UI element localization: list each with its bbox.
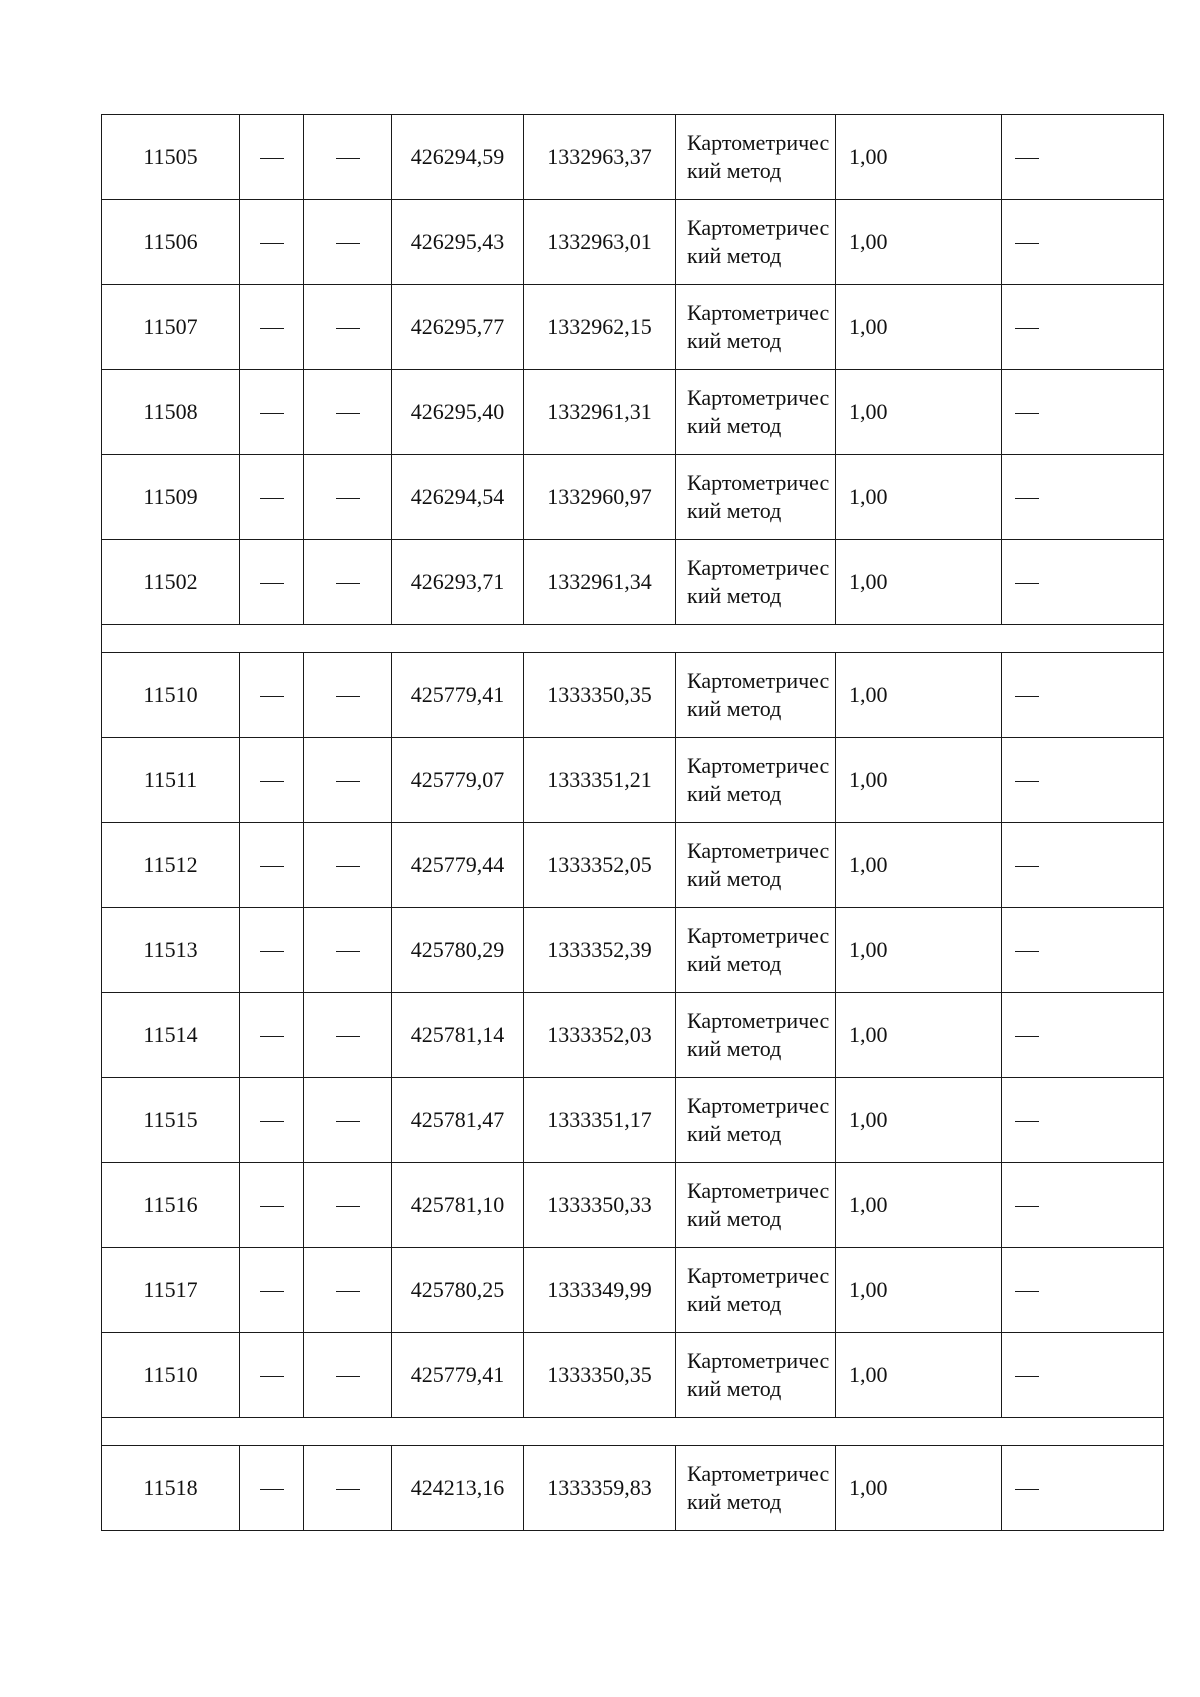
dash-mark <box>336 1036 360 1037</box>
dash-mark <box>336 866 360 867</box>
table-row <box>102 908 1164 993</box>
dash-cell <box>304 993 392 1078</box>
x-coordinate-cell: 425779,41 <box>392 653 524 738</box>
dash-mark <box>336 1376 360 1377</box>
dash-mark <box>336 328 360 329</box>
dash-mark <box>260 1291 284 1292</box>
note-dash-cell <box>1002 1446 1164 1531</box>
dash-cell <box>304 908 392 993</box>
method-cell: Картометрический метод <box>676 455 836 540</box>
point-number-cell: 11510 <box>102 653 240 738</box>
method-cell: Картометрический метод <box>676 1446 836 1531</box>
dash-cell <box>304 1333 392 1418</box>
dash-cell <box>240 1248 304 1333</box>
accuracy-cell: 1,00 <box>836 653 1002 738</box>
method-cell: Картометрический метод <box>676 1078 836 1163</box>
point-number-cell: 11515 <box>102 1078 240 1163</box>
point-number-cell: 11510 <box>102 1333 240 1418</box>
x-coordinate-cell: 426293,71 <box>392 540 524 625</box>
section-separator-cell <box>102 625 1164 653</box>
dash-mark <box>1015 951 1039 952</box>
dash-cell <box>304 370 392 455</box>
dash-mark <box>260 583 284 584</box>
table-row <box>102 115 1164 200</box>
dash-mark <box>1015 696 1039 697</box>
note-dash-cell <box>1002 115 1164 200</box>
method-cell: Картометрический метод <box>676 823 836 908</box>
note-dash-cell <box>1002 1333 1164 1418</box>
y-coordinate-cell: 1333351,17 <box>524 1078 676 1163</box>
dash-cell <box>240 200 304 285</box>
dash-mark <box>1015 781 1039 782</box>
dash-cell <box>240 993 304 1078</box>
accuracy-cell: 1,00 <box>836 115 1002 200</box>
accuracy-cell: 1,00 <box>836 370 1002 455</box>
y-coordinate-cell: 1333349,99 <box>524 1248 676 1333</box>
dash-mark <box>1015 1121 1039 1122</box>
accuracy-cell: 1,00 <box>836 823 1002 908</box>
dash-mark <box>260 866 284 867</box>
dash-mark <box>1015 866 1039 867</box>
method-cell: Картометрический метод <box>676 1163 836 1248</box>
method-cell: Картометрический метод <box>676 653 836 738</box>
accuracy-cell: 1,00 <box>836 200 1002 285</box>
note-dash-cell <box>1002 1248 1164 1333</box>
dash-mark <box>260 951 284 952</box>
table-row <box>102 540 1164 625</box>
note-dash-cell <box>1002 200 1164 285</box>
dash-mark <box>260 243 284 244</box>
accuracy-cell: 1,00 <box>836 285 1002 370</box>
method-cell: Картометрический метод <box>676 200 836 285</box>
section-separator-row <box>102 1418 1164 1446</box>
method-cell: Картометрический метод <box>676 285 836 370</box>
dash-mark <box>260 1121 284 1122</box>
x-coordinate-cell: 425780,25 <box>392 1248 524 1333</box>
x-coordinate-cell: 425779,07 <box>392 738 524 823</box>
dash-cell <box>240 115 304 200</box>
x-coordinate-cell: 425781,14 <box>392 993 524 1078</box>
x-coordinate-cell: 426294,59 <box>392 115 524 200</box>
table-row <box>102 1163 1164 1248</box>
dash-cell <box>304 1163 392 1248</box>
y-coordinate-cell: 1333352,03 <box>524 993 676 1078</box>
y-coordinate-cell: 1332961,31 <box>524 370 676 455</box>
dash-mark <box>1015 1036 1039 1037</box>
y-coordinate-cell: 1333359,83 <box>524 1446 676 1531</box>
dash-cell <box>240 285 304 370</box>
dash-mark <box>260 1036 284 1037</box>
dash-mark <box>1015 243 1039 244</box>
y-coordinate-cell: 1333352,39 <box>524 908 676 993</box>
x-coordinate-cell: 426295,43 <box>392 200 524 285</box>
point-number-cell: 11502 <box>102 540 240 625</box>
accuracy-cell: 1,00 <box>836 908 1002 993</box>
dash-cell <box>304 823 392 908</box>
y-coordinate-cell: 1333350,33 <box>524 1163 676 1248</box>
accuracy-cell: 1,00 <box>836 1078 1002 1163</box>
dash-cell <box>240 738 304 823</box>
dash-mark <box>1015 498 1039 499</box>
note-dash-cell <box>1002 455 1164 540</box>
dash-cell <box>240 1163 304 1248</box>
point-number-cell: 11509 <box>102 455 240 540</box>
y-coordinate-cell: 1333350,35 <box>524 653 676 738</box>
x-coordinate-cell: 425779,41 <box>392 1333 524 1418</box>
dash-mark <box>1015 1291 1039 1292</box>
method-cell: Картометрический метод <box>676 993 836 1078</box>
table-body <box>102 115 1164 1531</box>
note-dash-cell <box>1002 540 1164 625</box>
dash-mark <box>336 583 360 584</box>
dash-mark <box>1015 1206 1039 1207</box>
dash-mark <box>260 498 284 499</box>
note-dash-cell <box>1002 370 1164 455</box>
dash-mark <box>260 1206 284 1207</box>
section-separator-cell <box>102 1418 1164 1446</box>
dash-mark <box>1015 1376 1039 1377</box>
dash-cell <box>304 200 392 285</box>
note-dash-cell <box>1002 285 1164 370</box>
point-number-cell: 11516 <box>102 1163 240 1248</box>
table-row <box>102 823 1164 908</box>
dash-cell <box>240 455 304 540</box>
dash-mark <box>336 951 360 952</box>
method-cell: Картометрический метод <box>676 738 836 823</box>
dash-cell <box>304 1078 392 1163</box>
dash-cell <box>240 823 304 908</box>
note-dash-cell <box>1002 823 1164 908</box>
note-dash-cell <box>1002 908 1164 993</box>
dash-mark <box>1015 583 1039 584</box>
dash-mark <box>336 158 360 159</box>
accuracy-cell: 1,00 <box>836 1333 1002 1418</box>
dash-mark <box>336 243 360 244</box>
x-coordinate-cell: 425781,10 <box>392 1163 524 1248</box>
dash-cell <box>240 653 304 738</box>
dash-cell <box>304 540 392 625</box>
dash-cell <box>304 653 392 738</box>
x-coordinate-cell: 425780,29 <box>392 908 524 993</box>
dash-mark <box>1015 1489 1039 1490</box>
method-cell: Картометрический метод <box>676 908 836 993</box>
accuracy-cell: 1,00 <box>836 993 1002 1078</box>
dash-cell <box>240 370 304 455</box>
dash-cell <box>240 1446 304 1531</box>
y-coordinate-cell: 1332963,01 <box>524 200 676 285</box>
note-dash-cell <box>1002 653 1164 738</box>
dash-mark <box>336 1489 360 1490</box>
point-number-cell: 11518 <box>102 1446 240 1531</box>
y-coordinate-cell: 1332961,34 <box>524 540 676 625</box>
y-coordinate-cell: 1333352,05 <box>524 823 676 908</box>
table-row <box>102 738 1164 823</box>
dash-cell <box>240 1078 304 1163</box>
dash-mark <box>336 498 360 499</box>
y-coordinate-cell: 1332963,37 <box>524 115 676 200</box>
accuracy-cell: 1,00 <box>836 1248 1002 1333</box>
table-row <box>102 370 1164 455</box>
dash-mark <box>260 781 284 782</box>
point-number-cell: 11512 <box>102 823 240 908</box>
table-row <box>102 653 1164 738</box>
y-coordinate-cell: 1333350,35 <box>524 1333 676 1418</box>
accuracy-cell: 1,00 <box>836 455 1002 540</box>
table-row <box>102 285 1164 370</box>
dash-mark <box>336 1121 360 1122</box>
note-dash-cell <box>1002 1163 1164 1248</box>
point-number-cell: 11505 <box>102 115 240 200</box>
point-number-cell: 11506 <box>102 200 240 285</box>
table-row <box>102 1333 1164 1418</box>
method-cell: Картометрический метод <box>676 370 836 455</box>
table-row <box>102 455 1164 540</box>
note-dash-cell <box>1002 1078 1164 1163</box>
dash-mark <box>1015 413 1039 414</box>
dash-mark <box>260 413 284 414</box>
dash-mark <box>336 781 360 782</box>
accuracy-cell: 1,00 <box>836 738 1002 823</box>
table-row <box>102 200 1164 285</box>
section-separator-row <box>102 625 1164 653</box>
x-coordinate-cell: 424213,16 <box>392 1446 524 1531</box>
dash-mark <box>336 413 360 414</box>
point-number-cell: 11513 <box>102 908 240 993</box>
dash-mark <box>260 158 284 159</box>
x-coordinate-cell: 425779,44 <box>392 823 524 908</box>
table-row <box>102 1248 1164 1333</box>
x-coordinate-cell: 425781,47 <box>392 1078 524 1163</box>
dash-mark <box>260 696 284 697</box>
x-coordinate-cell: 426294,54 <box>392 455 524 540</box>
dash-cell <box>304 285 392 370</box>
table-row <box>102 1446 1164 1531</box>
note-dash-cell <box>1002 738 1164 823</box>
table-row <box>102 1078 1164 1163</box>
dash-cell <box>240 908 304 993</box>
dash-mark <box>1015 158 1039 159</box>
dash-mark <box>260 1376 284 1377</box>
method-cell: Картометрический метод <box>676 115 836 200</box>
method-cell: Картометрический метод <box>676 1248 836 1333</box>
dash-cell <box>304 1248 392 1333</box>
dash-mark <box>1015 328 1039 329</box>
dash-mark <box>336 1206 360 1207</box>
dash-cell <box>304 455 392 540</box>
accuracy-cell: 1,00 <box>836 540 1002 625</box>
point-number-cell: 11508 <box>102 370 240 455</box>
accuracy-cell: 1,00 <box>836 1446 1002 1531</box>
x-coordinate-cell: 426295,40 <box>392 370 524 455</box>
dash-mark <box>336 696 360 697</box>
y-coordinate-cell: 1332960,97 <box>524 455 676 540</box>
point-number-cell: 11511 <box>102 738 240 823</box>
dash-mark <box>260 328 284 329</box>
dash-cell <box>304 1446 392 1531</box>
accuracy-cell: 1,00 <box>836 1163 1002 1248</box>
table-row <box>102 993 1164 1078</box>
dash-mark <box>260 1489 284 1490</box>
dash-cell <box>240 1333 304 1418</box>
dash-cell <box>240 540 304 625</box>
y-coordinate-cell: 1333351,21 <box>524 738 676 823</box>
point-number-cell: 11514 <box>102 993 240 1078</box>
point-number-cell: 11517 <box>102 1248 240 1333</box>
dash-mark <box>336 1291 360 1292</box>
dash-cell <box>304 115 392 200</box>
y-coordinate-cell: 1332962,15 <box>524 285 676 370</box>
point-number-cell: 11507 <box>102 285 240 370</box>
coordinates-table <box>101 114 1164 1531</box>
x-coordinate-cell: 426295,77 <box>392 285 524 370</box>
note-dash-cell <box>1002 993 1164 1078</box>
method-cell: Картометрический метод <box>676 1333 836 1418</box>
dash-cell <box>304 738 392 823</box>
method-cell: Картометрический метод <box>676 540 836 625</box>
